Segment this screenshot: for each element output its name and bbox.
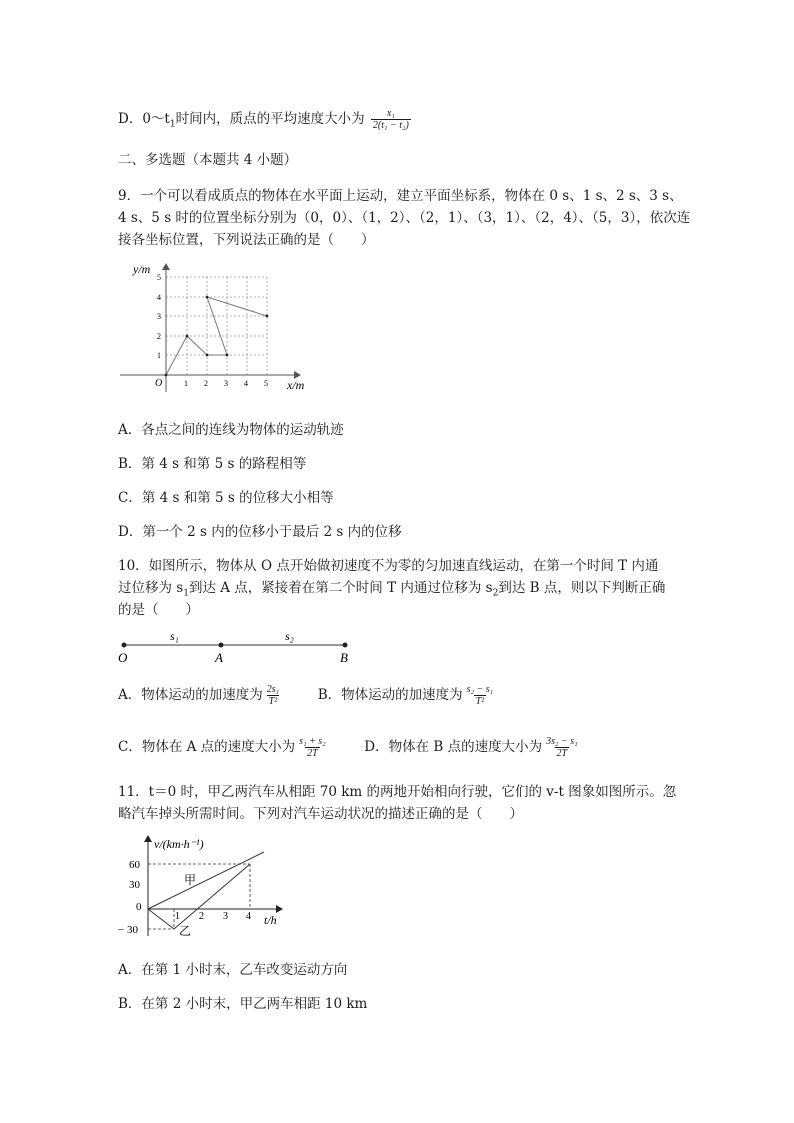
q9-option-c: C．第 4 s 和第 5 s 的位移大小相等 (118, 490, 334, 506)
svg-text:4: 4 (157, 293, 161, 302)
q10-point-o (122, 643, 127, 648)
q11-xticks (175, 911, 251, 922)
q9-origin: O (155, 378, 163, 389)
q10-option-b: B．物体运动的加速度为 (317, 687, 463, 703)
q10-point-b (343, 643, 348, 648)
q10-opt-c-frac: $\frac{\text{s₁ + s₂}}{2T}$ (299, 736, 326, 759)
q10-label-b: B (340, 650, 348, 665)
q9-points (165, 296, 269, 377)
section-title: 二、多选题（本题共 4 小题） (118, 152, 298, 168)
q9-option-b: B．第 4 s 和第 5 s 的路程相等 (118, 456, 307, 472)
svg-text:3: 3 (223, 911, 228, 922)
q10-option-d: D．物体在 B 点的速度大小为 (364, 739, 543, 755)
q10-line2: 过位移为 $s_1$到达 A 点，紧接着在第二个时间 T 内通过位移为 $s_2$到达 B 点，则以下判断正确 (118, 580, 666, 599)
q9-option-d: D．第一个 2 s 内的位移小于最后 2 s 内的位移 (118, 524, 402, 540)
q10-option-a: A．物体运动的加速度为 (118, 687, 263, 703)
svg-text:5: 5 (264, 379, 268, 388)
q8d-frac-num: x₁ (386, 108, 395, 119)
svg-text:4: 4 (246, 911, 251, 922)
q9-line1: 9．一个可以看成质点的物体在水平面上运动，建立平面坐标系，物体在 0 s、1 s、2 s、3 s、 (118, 188, 683, 204)
q9-ylabel: y/m (133, 262, 151, 276)
q10-label-a: A (215, 650, 223, 665)
q11-xlabel: t/h (264, 913, 277, 927)
q9-option-a: A．各点之间的连线为物体的运动轨迹 (118, 422, 344, 438)
q11-yticks (118, 859, 142, 936)
q11-label-jia: 甲 (184, 873, 197, 887)
q11-line1: 11．t＝0 时，甲乙两汽车从相距 70 km 的两地开始相向行驶，它们的 v-t 图象如图所示。忽 (118, 784, 677, 800)
q11-line-jia (148, 852, 264, 909)
svg-text:0: 0 (136, 901, 142, 913)
q8d-prefix: D．0～t (118, 111, 170, 127)
svg-text:1: 1 (184, 379, 188, 388)
q11-option-b: B．在第 2 小时末，甲乙两车相距 10 km (118, 996, 368, 1012)
svg-text:2: 2 (157, 332, 161, 341)
q10-options-cd (118, 736, 582, 759)
q11-line2: 略汽车掉头所需时间。下列对汽车运动状况的描述正确的是（ ） (118, 806, 523, 822)
q8d-fraction (371, 108, 411, 131)
q10-point-a (219, 643, 224, 648)
q9-xlabel: x/m (287, 378, 305, 392)
q10-opt-d-frac: $\frac{\text{3s₂ − s₁}}{2T}$ (546, 736, 578, 759)
svg-text:2: 2 (204, 379, 208, 388)
q10-label-o: O (118, 650, 128, 665)
q11-ylabel: v/(km·h⁻¹) (154, 837, 204, 851)
q10-option-c: C．物体在 A 点的速度大小为 (118, 739, 296, 755)
q8-option-d (118, 108, 413, 135)
q10-line3: 的是（ ） (118, 602, 199, 618)
q10-opt-a-frac: $\frac{\text{2s₁}}{\text{T²}}$ (266, 684, 280, 707)
svg-text:30: 30 (129, 879, 140, 891)
q10-label-s1: s₁ (170, 629, 179, 643)
svg-text:5: 5 (157, 273, 161, 282)
svg-text:1: 1 (175, 911, 180, 922)
q8d-sub: 1 (169, 119, 176, 130)
svg-text:3: 3 (224, 379, 228, 388)
svg-text:2: 2 (199, 911, 204, 922)
svg-text:4: 4 (244, 379, 248, 388)
q9-line3: 接各坐标位置，下列说法正确的是（ ） (118, 232, 375, 248)
q8d-text: 时间内，质点的平均速度大小为 (175, 111, 365, 127)
q11-label-yi: 乙 (179, 924, 192, 938)
svg-text:1: 1 (157, 351, 161, 360)
q11-option-a: A．在第 1 小时末，乙车改变运动方向 (118, 962, 348, 978)
q10-opt-b-frac: $\frac{\text{s₂ − s₁}}{\text{T²}}$ (466, 684, 494, 707)
svg-text:− 30: − 30 (118, 924, 138, 936)
q9-position-graph (115, 262, 320, 397)
q10-label-s2: s₂ (285, 629, 294, 643)
q11-vt-graph (112, 832, 292, 944)
q9-line2: 4 s、5 s 时的位置坐标分别为（0，0）、（1，2）、（2，1）、（3，1）、（2，4）、（5，3），依次连 (118, 210, 691, 226)
q9-yticks (157, 273, 161, 360)
svg-text:60: 60 (129, 859, 140, 871)
q10-motion-diagram (112, 626, 362, 666)
q8d-frac-den: 2(t₁ − t₂) (372, 120, 409, 131)
q9-xticks (184, 379, 268, 388)
svg-text:3: 3 (157, 312, 161, 321)
q10-options-ab (118, 684, 497, 707)
q10-line1: 10．如图所示，物体从 O 点开始做初速度不为零的匀加速直线运动，在第一个时间 T 内通 (118, 558, 659, 574)
